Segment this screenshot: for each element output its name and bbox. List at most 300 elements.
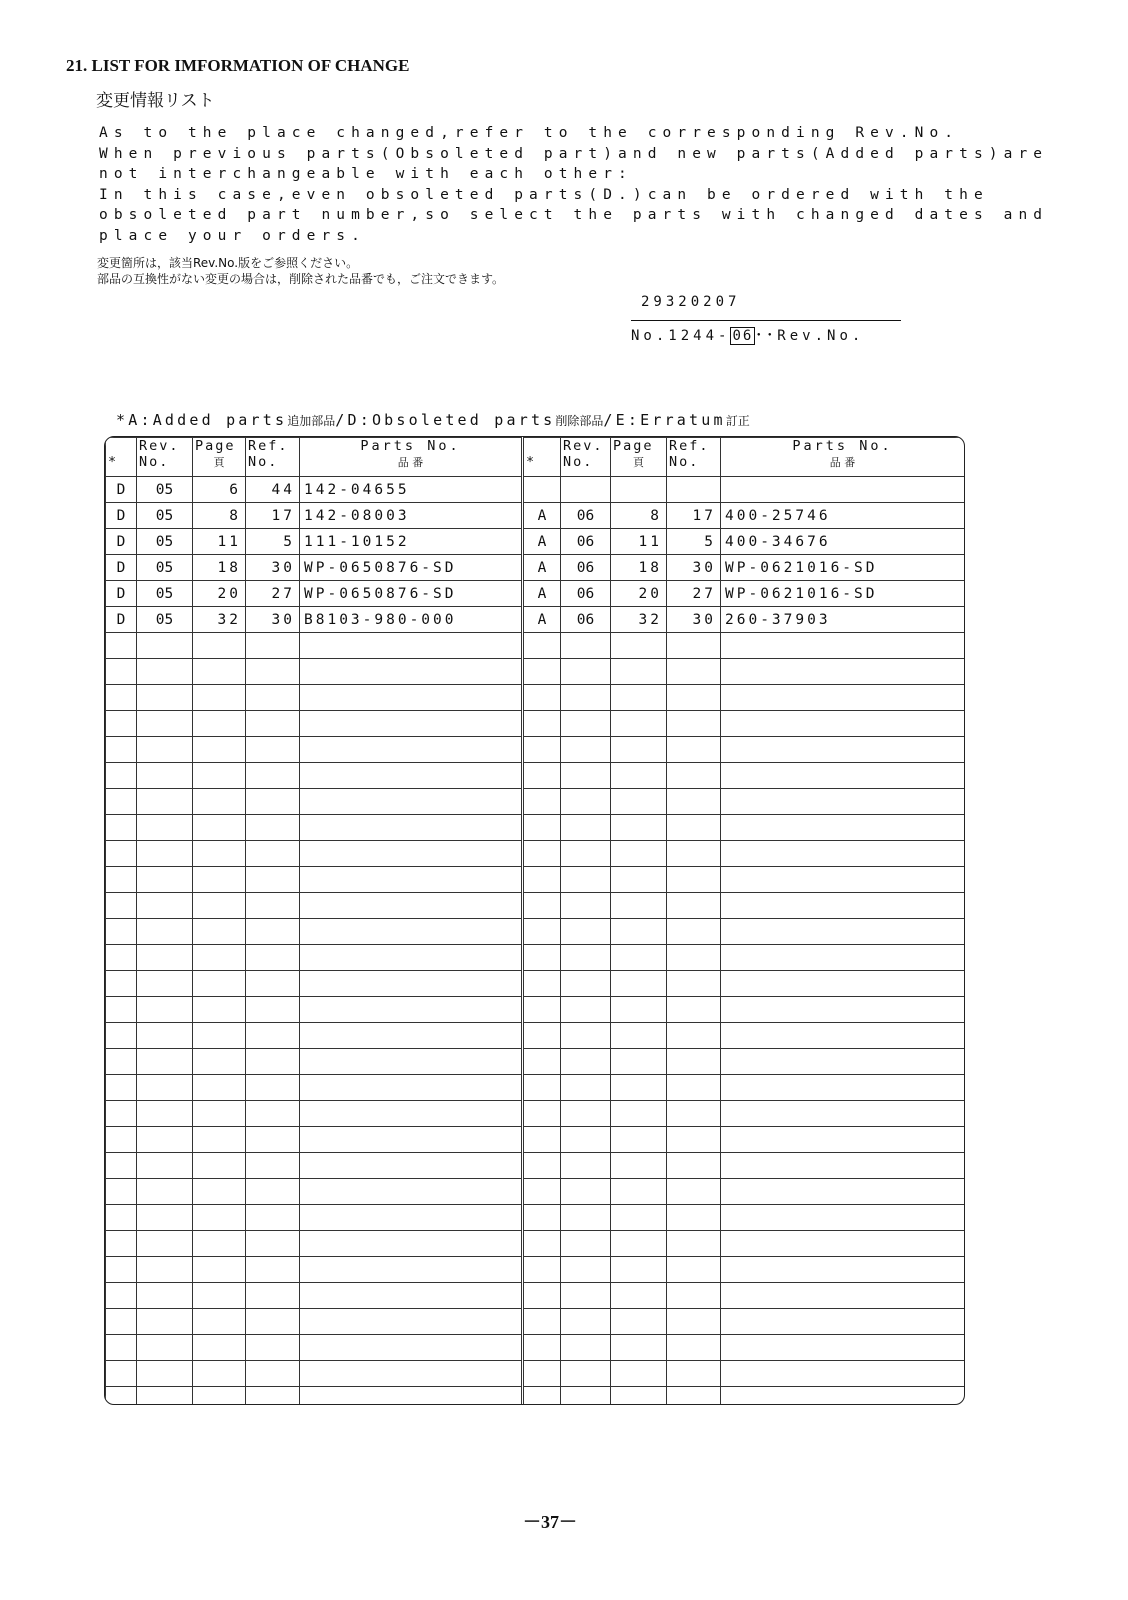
parts-cell: WP-0650876-SD xyxy=(300,555,523,581)
ref-cell xyxy=(667,867,721,893)
parts-cell xyxy=(721,763,965,789)
page-cell xyxy=(611,633,667,659)
type-cell xyxy=(523,893,561,919)
table-row xyxy=(106,997,965,1023)
type-cell xyxy=(106,1075,137,1101)
parts-cell: WP-0650876-SD xyxy=(300,581,523,607)
rev-cell xyxy=(137,1179,193,1205)
table-row xyxy=(106,945,965,971)
parts-cell xyxy=(721,1231,965,1257)
legend-erratum: /E:Erratum xyxy=(603,411,726,429)
table-row xyxy=(106,503,965,529)
rev-cell xyxy=(561,1283,611,1309)
instruction-line: In this case,even obsoleted parts(D.)can be ordered with the xyxy=(99,186,989,203)
change-table xyxy=(105,437,965,1405)
header-ref: Ref. No. xyxy=(246,438,300,477)
parts-cell xyxy=(300,1023,523,1049)
page-cell: 32 xyxy=(611,607,667,633)
type-cell xyxy=(106,1257,137,1283)
parts-cell xyxy=(300,633,523,659)
rev-cell xyxy=(561,659,611,685)
table-row xyxy=(106,1309,965,1335)
ref-cell xyxy=(246,1101,300,1127)
parts-cell xyxy=(721,1309,965,1335)
page-cell xyxy=(193,1049,246,1075)
ref-cell xyxy=(667,945,721,971)
header-rev: Rev. No. xyxy=(561,438,611,477)
ref-cell xyxy=(246,1023,300,1049)
type-cell xyxy=(106,1179,137,1205)
rev-cell xyxy=(137,1361,193,1387)
table-row xyxy=(106,529,965,555)
header-ref: Ref. No. xyxy=(667,438,721,477)
rev-cell xyxy=(137,763,193,789)
page-cell xyxy=(611,971,667,997)
parts-cell xyxy=(300,1127,523,1153)
page-cell xyxy=(193,919,246,945)
ref-cell: 17 xyxy=(667,503,721,529)
rev-cell xyxy=(561,685,611,711)
ref-cell xyxy=(246,633,300,659)
parts-cell xyxy=(721,1127,965,1153)
type-cell xyxy=(106,1205,137,1231)
table-row xyxy=(106,1101,965,1127)
page-cell xyxy=(611,737,667,763)
rev-cell xyxy=(561,1205,611,1231)
page-cell xyxy=(193,971,246,997)
ref-cell xyxy=(246,1179,300,1205)
page-cell xyxy=(611,1179,667,1205)
legend-added: *A:Added parts xyxy=(116,411,288,429)
page-cell xyxy=(193,1179,246,1205)
ref-cell xyxy=(667,1179,721,1205)
rev-cell xyxy=(137,1075,193,1101)
rev-cell xyxy=(561,1309,611,1335)
type-cell xyxy=(106,1127,137,1153)
rev-cell xyxy=(137,867,193,893)
page-cell xyxy=(193,1075,246,1101)
ref-cell xyxy=(667,971,721,997)
rev-cell xyxy=(561,1127,611,1153)
type-cell xyxy=(106,711,137,737)
parts-cell xyxy=(300,1231,523,1257)
page-number: －37－ xyxy=(523,1512,577,1532)
rev-cell xyxy=(561,1387,611,1406)
rev-cell xyxy=(137,685,193,711)
parts-cell xyxy=(300,997,523,1023)
table-row xyxy=(106,763,965,789)
page-cell xyxy=(611,763,667,789)
ref-cell xyxy=(246,659,300,685)
type-cell xyxy=(106,893,137,919)
parts-cell: 142-04655 xyxy=(300,477,523,503)
type-cell xyxy=(523,971,561,997)
type-cell xyxy=(106,633,137,659)
parts-cell: 400-34676 xyxy=(721,529,965,555)
type-cell xyxy=(106,789,137,815)
page-cell xyxy=(193,867,246,893)
rev-cell xyxy=(561,1101,611,1127)
type-cell xyxy=(523,633,561,659)
ref-cell: 27 xyxy=(246,581,300,607)
type-cell xyxy=(523,1335,561,1361)
table-row xyxy=(106,477,965,503)
parts-cell xyxy=(721,841,965,867)
type-cell xyxy=(523,1023,561,1049)
instruction-line: As to the place changed,refer to the corresponding Rev.No. xyxy=(99,125,960,141)
page-cell xyxy=(193,789,246,815)
page-cell xyxy=(193,711,246,737)
ref-cell: 30 xyxy=(667,555,721,581)
parts-cell xyxy=(721,1205,965,1231)
rev-cell: 06 xyxy=(561,503,611,529)
rev-cell xyxy=(561,789,611,815)
ref-cell xyxy=(667,1153,721,1179)
ref-cell xyxy=(667,1387,721,1406)
ref-cell xyxy=(246,737,300,763)
rev-cell xyxy=(561,737,611,763)
ref-cell xyxy=(667,841,721,867)
table-row xyxy=(106,867,965,893)
page-cell xyxy=(611,867,667,893)
parts-cell: 111-10152 xyxy=(300,529,523,555)
table-row xyxy=(106,1283,965,1309)
table-row xyxy=(106,633,965,659)
revision-number xyxy=(631,325,864,345)
page-title: 21. LIST FOR IMFORMATION OF CHANGE xyxy=(66,56,410,75)
parts-cell: WP-0621016-SD xyxy=(721,581,965,607)
type-cell: A xyxy=(523,503,561,529)
parts-cell xyxy=(721,477,965,503)
parts-cell xyxy=(300,1101,523,1127)
ref-cell xyxy=(246,815,300,841)
page-cell xyxy=(193,1309,246,1335)
ref-cell xyxy=(667,1361,721,1387)
rev-cell xyxy=(137,737,193,763)
page-cell xyxy=(611,711,667,737)
header-parts: Parts No. 品 番 xyxy=(721,438,965,477)
ref-cell xyxy=(246,945,300,971)
page-cell xyxy=(193,1231,246,1257)
instruction-line: When previous parts(Obsoleted part)and new parts(Added parts)are xyxy=(99,145,1049,162)
parts-cell xyxy=(300,1257,523,1283)
rev-cell xyxy=(137,919,193,945)
rev-cell xyxy=(137,815,193,841)
ref-cell xyxy=(667,477,721,503)
rev-cell xyxy=(137,841,193,867)
ref-cell xyxy=(667,1101,721,1127)
ref-cell: 30 xyxy=(667,607,721,633)
parts-cell xyxy=(300,1153,523,1179)
type-cell xyxy=(106,1309,137,1335)
parts-cell: 260-37903 xyxy=(721,607,965,633)
parts-cell xyxy=(721,1387,965,1406)
rev-cell xyxy=(137,971,193,997)
table-row xyxy=(106,1049,965,1075)
table-header-row xyxy=(106,438,965,477)
japanese-note xyxy=(97,255,504,287)
rev-cell xyxy=(561,1023,611,1049)
parts-cell xyxy=(300,763,523,789)
header-page: Page 頁 xyxy=(611,438,667,477)
type-cell xyxy=(523,997,561,1023)
parts-cell xyxy=(300,1075,523,1101)
rev-cell xyxy=(137,1205,193,1231)
parts-cell xyxy=(300,1283,523,1309)
page-cell xyxy=(193,1335,246,1361)
rev-cell xyxy=(561,1075,611,1101)
ref-cell: 44 xyxy=(246,477,300,503)
type-cell xyxy=(523,1387,561,1406)
ref-cell xyxy=(246,971,300,997)
page-cell: 8 xyxy=(611,503,667,529)
ref-cell: 5 xyxy=(667,529,721,555)
page-cell xyxy=(611,1205,667,1231)
ref-cell xyxy=(246,1361,300,1387)
rev-cell xyxy=(137,1231,193,1257)
type-cell xyxy=(106,1283,137,1309)
parts-cell xyxy=(300,971,523,997)
table-row xyxy=(106,737,965,763)
rev-cell: 06 xyxy=(561,607,611,633)
page-cell xyxy=(611,1387,667,1406)
ref-cell xyxy=(667,1231,721,1257)
rev-cell xyxy=(561,893,611,919)
page-cell: 11 xyxy=(193,529,246,555)
type-cell xyxy=(523,1257,561,1283)
ref-cell xyxy=(246,1309,300,1335)
table-row xyxy=(106,1361,965,1387)
parts-cell xyxy=(721,815,965,841)
rev-cell xyxy=(561,971,611,997)
ref-cell xyxy=(246,789,300,815)
ref-cell xyxy=(246,1283,300,1309)
table-row xyxy=(106,841,965,867)
type-cell xyxy=(106,841,137,867)
type-cell xyxy=(106,1153,137,1179)
page-cell xyxy=(193,1361,246,1387)
type-cell xyxy=(523,815,561,841)
parts-cell xyxy=(721,633,965,659)
type-cell xyxy=(106,919,137,945)
ref-cell xyxy=(246,1387,300,1406)
rev-cell xyxy=(137,1309,193,1335)
table-row xyxy=(106,971,965,997)
parts-cell xyxy=(721,1257,965,1283)
table-row xyxy=(106,1127,965,1153)
rev-cell xyxy=(137,633,193,659)
parts-cell xyxy=(300,789,523,815)
table-row xyxy=(106,1023,965,1049)
page-cell: 20 xyxy=(611,581,667,607)
change-table-container xyxy=(104,436,965,1405)
rev-cell xyxy=(137,659,193,685)
type-cell xyxy=(523,1231,561,1257)
rev-cell: 06 xyxy=(561,581,611,607)
parts-cell xyxy=(721,945,965,971)
page-cell xyxy=(193,1101,246,1127)
page-cell xyxy=(611,1231,667,1257)
parts-cell xyxy=(300,893,523,919)
rev-cell xyxy=(561,633,611,659)
parts-cell xyxy=(721,971,965,997)
ref-cell xyxy=(667,815,721,841)
parts-cell xyxy=(300,1205,523,1231)
page-cell: 11 xyxy=(611,529,667,555)
ref-cell xyxy=(246,1049,300,1075)
rev-cell xyxy=(137,893,193,919)
type-cell: A xyxy=(523,607,561,633)
page-cell xyxy=(611,1309,667,1335)
rev-cell: 05 xyxy=(137,555,193,581)
parts-cell xyxy=(721,919,965,945)
ref-cell xyxy=(667,1335,721,1361)
type-cell: A xyxy=(523,555,561,581)
page-cell xyxy=(611,1257,667,1283)
rev-cell xyxy=(561,1179,611,1205)
table-row xyxy=(106,919,965,945)
parts-cell xyxy=(300,659,523,685)
rev-cell xyxy=(137,1127,193,1153)
ref-cell xyxy=(246,1127,300,1153)
page-cell xyxy=(611,1049,667,1075)
ref-cell xyxy=(667,893,721,919)
rev-cell xyxy=(137,997,193,1023)
ref-cell: 27 xyxy=(667,581,721,607)
ref-cell xyxy=(246,1231,300,1257)
rev-cell xyxy=(137,1387,193,1406)
rev-suffix: ･･Rev.No. xyxy=(755,328,865,344)
parts-cell xyxy=(721,1023,965,1049)
parts-cell xyxy=(300,685,523,711)
page-cell xyxy=(193,1153,246,1179)
ref-cell xyxy=(667,1127,721,1153)
parts-cell xyxy=(721,1335,965,1361)
parts-cell: 142-08003 xyxy=(300,503,523,529)
legend xyxy=(116,411,750,429)
parts-cell xyxy=(300,1179,523,1205)
rev-cell xyxy=(137,1335,193,1361)
ref-cell xyxy=(667,1049,721,1075)
rev-cell xyxy=(561,919,611,945)
ref-cell xyxy=(667,1205,721,1231)
rev-cell xyxy=(137,1153,193,1179)
table-row xyxy=(106,1387,965,1406)
type-cell xyxy=(106,763,137,789)
page-cell xyxy=(611,477,667,503)
rev-cell: 05 xyxy=(137,477,193,503)
parts-cell xyxy=(300,945,523,971)
page-cell xyxy=(193,633,246,659)
parts-cell xyxy=(721,1101,965,1127)
rev-cell xyxy=(137,1023,193,1049)
table-body xyxy=(106,477,965,1406)
ref-cell xyxy=(246,867,300,893)
ref-cell xyxy=(667,1257,721,1283)
page-subtitle: 変更情報リスト xyxy=(96,91,215,111)
type-cell xyxy=(106,1361,137,1387)
parts-cell xyxy=(721,1075,965,1101)
rev-cell xyxy=(137,789,193,815)
instruction-line: place your orders. xyxy=(99,227,366,244)
ref-cell xyxy=(667,789,721,815)
ref-cell xyxy=(246,1153,300,1179)
ref-cell xyxy=(667,763,721,789)
header-star: * xyxy=(106,438,137,477)
parts-cell xyxy=(300,711,523,737)
ref-cell: 30 xyxy=(246,607,300,633)
rev-value-box: 06 xyxy=(732,328,754,344)
type-cell xyxy=(523,1049,561,1075)
table-row xyxy=(106,1205,965,1231)
table-row xyxy=(106,581,965,607)
type-cell xyxy=(523,789,561,815)
type-cell xyxy=(523,659,561,685)
table-row xyxy=(106,555,965,581)
rev-cell xyxy=(561,1257,611,1283)
rev-cell: 06 xyxy=(561,529,611,555)
ref-cell xyxy=(667,711,721,737)
parts-cell xyxy=(300,1335,523,1361)
type-cell xyxy=(106,1101,137,1127)
type-cell xyxy=(523,1179,561,1205)
rev-cell xyxy=(561,477,611,503)
page-cell xyxy=(611,841,667,867)
ref-cell xyxy=(246,1335,300,1361)
type-cell xyxy=(106,737,137,763)
type-cell xyxy=(106,1387,137,1406)
page-cell xyxy=(611,1361,667,1387)
table-row xyxy=(106,1075,965,1101)
page-cell xyxy=(611,893,667,919)
rev-prefix: No.1244- xyxy=(631,328,731,344)
rev-cell xyxy=(137,945,193,971)
type-cell: D xyxy=(106,477,137,503)
divider xyxy=(631,320,901,321)
type-cell xyxy=(523,477,561,503)
type-cell: A xyxy=(523,529,561,555)
ref-cell xyxy=(667,997,721,1023)
table-row xyxy=(106,893,965,919)
page-cell xyxy=(611,659,667,685)
ref-cell: 17 xyxy=(246,503,300,529)
rev-cell xyxy=(561,841,611,867)
ref-cell: 30 xyxy=(246,555,300,581)
parts-cell xyxy=(300,919,523,945)
parts-cell xyxy=(300,1309,523,1335)
type-cell xyxy=(106,945,137,971)
type-cell xyxy=(523,1075,561,1101)
ref-cell xyxy=(667,1309,721,1335)
ref-cell xyxy=(667,685,721,711)
type-cell: D xyxy=(106,503,137,529)
ref-cell xyxy=(246,685,300,711)
rev-cell xyxy=(137,1283,193,1309)
parts-cell xyxy=(721,737,965,763)
type-cell xyxy=(523,1127,561,1153)
rev-cell: 05 xyxy=(137,607,193,633)
legend-obsoleted-jp: 削除部品 xyxy=(555,414,604,428)
type-cell xyxy=(523,737,561,763)
table-row xyxy=(106,1335,965,1361)
type-cell xyxy=(523,945,561,971)
table-row xyxy=(106,607,965,633)
ref-cell xyxy=(246,1075,300,1101)
ref-cell xyxy=(246,919,300,945)
rev-cell xyxy=(561,997,611,1023)
table-row xyxy=(106,1153,965,1179)
ref-cell xyxy=(667,1023,721,1049)
